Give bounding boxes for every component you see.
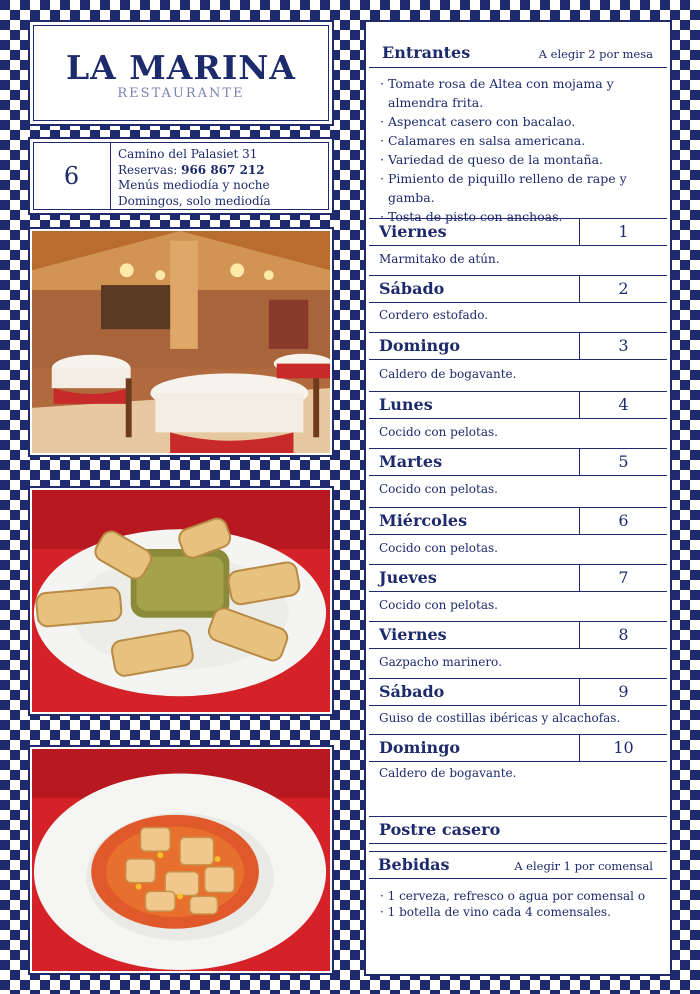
day-dish: Guiso de costillas ibéricas y alcachofas. bbox=[379, 711, 621, 725]
day-row bbox=[369, 275, 667, 303]
phone-label: Reservas: bbox=[118, 162, 178, 177]
day-row bbox=[369, 734, 667, 762]
list-item: · Tosta de pisto con anchoas. bbox=[380, 207, 662, 226]
day-dish: Gazpacho marinero. bbox=[379, 655, 502, 669]
day-number: 7 bbox=[579, 565, 667, 591]
menu-panel bbox=[364, 20, 672, 976]
restaurant-subtitle: RESTAURANTE bbox=[117, 86, 245, 101]
day-dish: Cordero estofado. bbox=[379, 308, 489, 322]
day-name: Domingo bbox=[379, 738, 461, 757]
day-number: 5 bbox=[579, 449, 667, 475]
restaurant-name: LA MARINA bbox=[65, 48, 297, 87]
day-number: 10 bbox=[579, 735, 667, 761]
day-name: Viernes bbox=[379, 625, 447, 644]
postre-title: Postre casero bbox=[379, 820, 501, 839]
entrantes-note: A elegir 2 por mesa bbox=[538, 47, 653, 61]
entrantes-header bbox=[369, 40, 667, 68]
day-name: Jueves bbox=[379, 568, 437, 587]
day-row bbox=[369, 507, 667, 535]
restaurant-details bbox=[118, 147, 271, 209]
list-item: · Tomate rosa de Altea con mojama y almendra frita. bbox=[380, 74, 662, 112]
list-item: · Aspencat casero con bacalao. bbox=[380, 112, 662, 131]
day-name: Miércoles bbox=[379, 511, 468, 530]
bebidas-note: A elegir 1 por comensal bbox=[514, 859, 653, 873]
day-row bbox=[369, 448, 667, 476]
entrantes-title: Entrantes bbox=[382, 43, 471, 62]
day-name: Sábado bbox=[379, 279, 445, 298]
hours-line-1: Menús mediodía y noche bbox=[118, 178, 270, 192]
restaurant-number: 6 bbox=[33, 142, 111, 210]
day-dish: Cocido con pelotas. bbox=[379, 598, 498, 612]
day-name: Martes bbox=[379, 452, 443, 471]
day-number: 4 bbox=[579, 392, 667, 418]
day-row bbox=[369, 621, 667, 649]
day-row bbox=[369, 332, 667, 360]
day-dish: Cocido con pelotas. bbox=[379, 541, 498, 555]
list-item: · Pimiento de piquillo relleno de rape y gamba. bbox=[380, 169, 662, 207]
phone-line bbox=[118, 163, 271, 179]
list-item: · Calamares en salsa americana. bbox=[380, 131, 662, 150]
day-dish: Cocido con pelotas. bbox=[379, 425, 498, 439]
day-dish: Marmitako de atún. bbox=[379, 252, 500, 266]
day-number: 8 bbox=[579, 622, 667, 648]
day-number: 2 bbox=[579, 276, 667, 302]
day-row bbox=[369, 564, 667, 592]
day-row bbox=[369, 391, 667, 419]
entrantes-list bbox=[380, 74, 662, 226]
day-number: 9 bbox=[579, 679, 667, 705]
day-name: Lunes bbox=[379, 395, 433, 414]
postre-row bbox=[369, 816, 667, 844]
day-dish: Caldero de bogavante. bbox=[379, 367, 517, 381]
bebidas-list bbox=[380, 888, 662, 920]
day-number: 3 bbox=[579, 333, 667, 359]
restaurant-logo-box bbox=[28, 20, 334, 126]
bebidas-title: Bebidas bbox=[378, 855, 450, 874]
day-dish: Caldero de bogavante. bbox=[379, 766, 517, 780]
day-number: 1 bbox=[579, 219, 667, 245]
hours-line-2: Domingos, solo mediodía bbox=[118, 193, 271, 208]
bebidas-header bbox=[369, 851, 667, 879]
list-item: · 1 botella de vino cada 4 comensales. bbox=[380, 904, 662, 920]
day-row bbox=[369, 678, 667, 706]
list-item: · Variedad de queso de la montaña. bbox=[380, 150, 662, 169]
day-row bbox=[369, 218, 667, 246]
dining-room-photo bbox=[30, 229, 332, 455]
day-number: 6 bbox=[579, 508, 667, 534]
day-name: Sábado bbox=[379, 682, 445, 701]
restaurant-info-box bbox=[28, 137, 334, 215]
stew-dish-photo bbox=[30, 747, 332, 973]
day-dish: Cocido con pelotas. bbox=[379, 482, 498, 496]
day-name: Viernes bbox=[379, 222, 447, 241]
list-item: · 1 cerveza, refresco o agua por comensal o bbox=[380, 888, 662, 904]
tosta-dish-photo bbox=[30, 488, 332, 714]
day-name: Domingo bbox=[379, 336, 461, 355]
address: Camino del Palasiet 31 bbox=[118, 147, 258, 161]
phone-number: 966 867 212 bbox=[181, 162, 265, 177]
